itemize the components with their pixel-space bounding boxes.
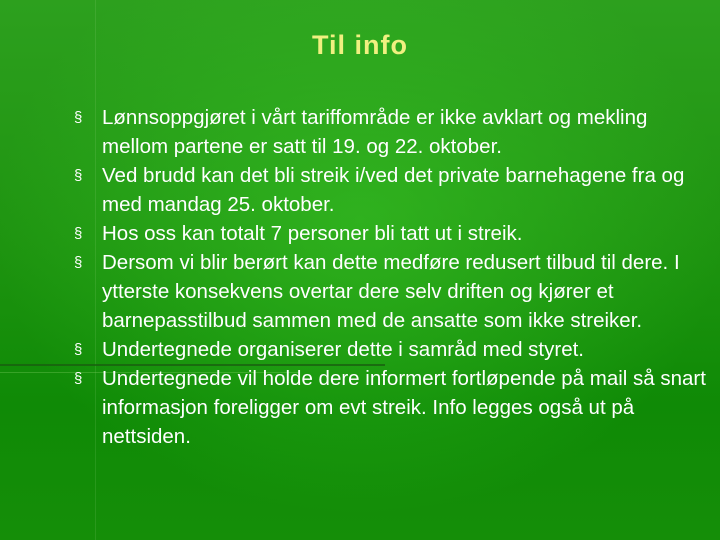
list-item xyxy=(74,335,714,364)
list-item xyxy=(74,103,714,161)
list-item xyxy=(74,364,714,451)
bullet-list xyxy=(74,103,714,451)
list-item xyxy=(74,248,714,335)
bullet-icon: § xyxy=(74,254,83,271)
list-item-text: Hos oss kan totalt 7 personer bli tatt ut i streik. xyxy=(102,222,523,245)
list-item xyxy=(74,219,714,248)
bullet-icon: § xyxy=(74,109,83,126)
bullet-icon: § xyxy=(74,167,83,184)
list-item-text: Ved brudd kan det bli streik i/ved det private barnehagene fra og med mandag 25. oktober. xyxy=(102,164,685,216)
bullet-icon: § xyxy=(74,225,83,242)
slide-title: Til info xyxy=(312,30,408,60)
bullet-icon: § xyxy=(74,370,83,387)
bullet-icon: § xyxy=(74,341,83,358)
list-item xyxy=(74,161,714,219)
list-item-text: Dersom vi blir berørt kan dette medføre redusert tilbud til dere. I ytterste konsekvens overtar dere selv driften og kjører et barnepasstilbud sammen med de ansatte som ikke streiker. xyxy=(102,251,680,332)
list-item-text: Undertegnede vil holde dere informert fortløpende på mail så snart informasjon foreligger om evt streik. Info legges også ut på nettsiden. xyxy=(102,367,706,448)
list-item-text: Undertegnede organiserer dette i samråd med styret. xyxy=(102,338,585,361)
list-item-text: Lønnsoppgjøret i vårt tariffområde er ikke avklart og mekling mellom partene er satt til 19. og 22. oktober. xyxy=(102,106,648,158)
